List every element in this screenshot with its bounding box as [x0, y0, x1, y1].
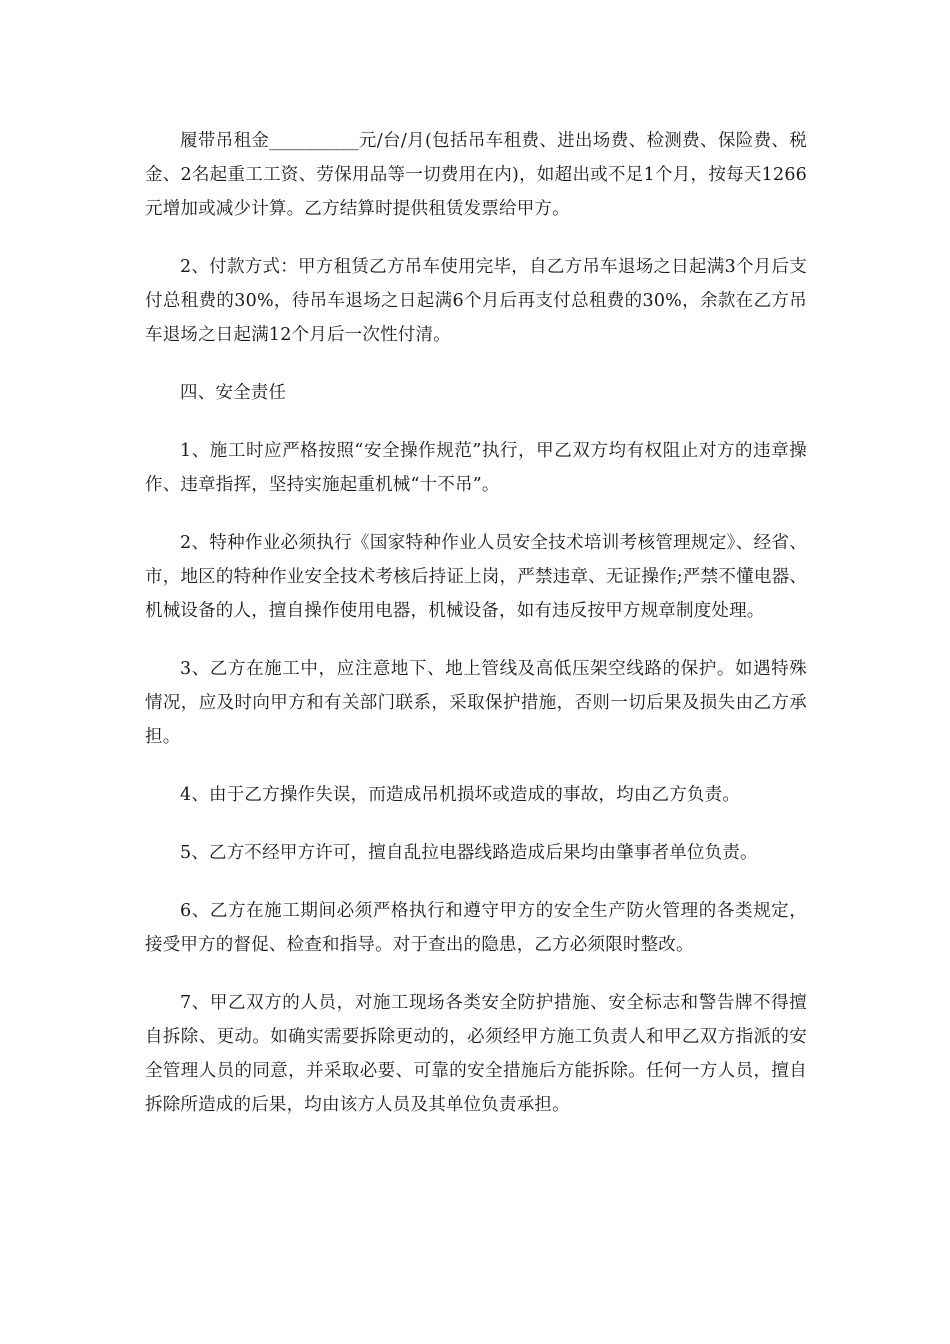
paragraph-safety-1: 1、施工时应严格按照“安全操作规范”执行，甲乙双方均有权阻止对方的违章操作、违章指挥，坚持实施起重机械“十不吊”。	[145, 441, 807, 495]
paragraph-safety-5: 5、乙方不经甲方许可，擅自乱拉电器线路造成后果均由肇事者单位负责。	[180, 843, 758, 863]
paragraph-safety-6: 6、乙方在施工期间必须严格执行和遵守甲方的安全生产防火管理的各类规定，接受甲方的督促、检查和指导。对于查出的隐患，乙方必须限时整改。	[145, 901, 807, 955]
section-heading-safety: 四、安全责任	[180, 383, 287, 403]
paragraph-safety-7: 7、甲乙双方的人员，对施工现场各类安全防护措施、安全标志和警告牌不得擅自拆除、更动。如确实需要拆除更动的，必须经甲方施工负责人和甲乙双方指派的安全管理人员的同意，并采取必要、可靠的安全措施后方能拆除。任何一方人员，擅自拆除所造成的后果，均由该方人员及其单位负责承担。	[145, 993, 807, 1115]
paragraph-rent-terms: 履带吊租金__________元/台/月(包括吊车租费、进出场费、检测费、保险费、税金、2名起重工工资、劳保用品等一切费用在内)，如超出或不足1个月，按每天1266元增加或减少计算。乙方结算时提供租赁发票给甲方。	[145, 131, 807, 219]
paragraph-safety-4: 4、由于乙方操作失误，而造成吊机损坏或造成的事故，均由乙方负责。	[180, 785, 741, 805]
document-page	[145, 124, 807, 1146]
paragraph-safety-2: 2、特种作业必须执行《国家特种作业人员安全技术培训考核管理规定》、经省、市，地区的特种作业安全技术考核后持证上岗，严禁违章、无证操作;严禁不懂电器、机械设备的人，擅自操作使用电器，机械设备，如有违反按甲方规章制度处理。	[145, 533, 807, 621]
paragraph-safety-3: 3、乙方在施工中，应注意地下、地上管线及高低压架空线路的保护。如遇特殊情况，应及时向甲方和有关部门联系，采取保护措施，否则一切后果及损失由乙方承担。	[145, 659, 807, 747]
paragraph-payment-method: 2、付款方式：甲方租赁乙方吊车使用完毕，自乙方吊车退场之日起满3个月后支付总租费的30%，待吊车退场之日起满6个月后再支付总租费的30%，余款在乙方吊车退场之日起满12个月后一次性付清。	[145, 257, 807, 345]
